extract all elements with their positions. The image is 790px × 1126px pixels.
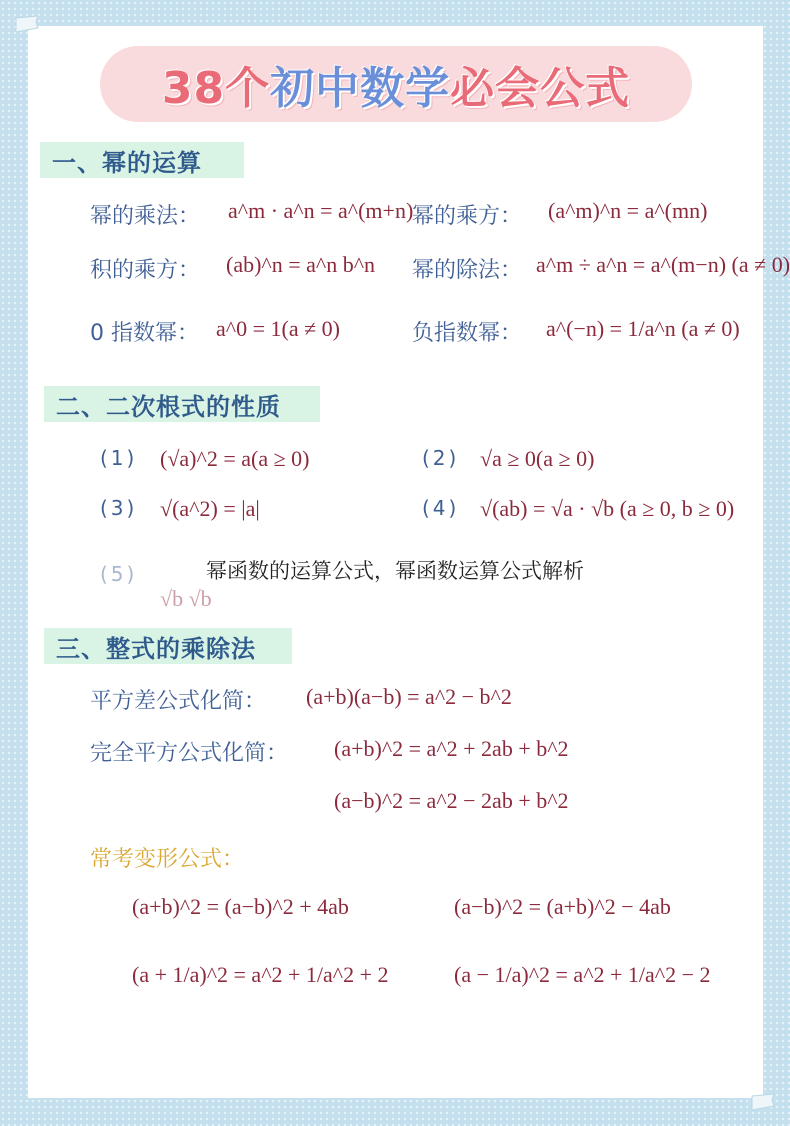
- label-product-power: 积的乘方：: [90, 258, 201, 283]
- formula-variant-2: (a−b)^2 = (a+b)^2 − 4ab: [454, 894, 671, 919]
- title-banner: [100, 46, 692, 122]
- label-difference-of-squares: 平方差公式化简：: [90, 689, 267, 714]
- label-perfect-square: 完全平方公式化简：: [90, 741, 289, 766]
- label-power-multiply: 幂的乘法：: [90, 204, 201, 229]
- formula-difference-of-squares: (a+b)(a−b) = a^2 − b^2: [306, 684, 512, 709]
- formula-zero-exponent: a^0 = 1(a ≠ 0): [216, 316, 340, 341]
- section-heading-polynomial: 三、整式的乘除法: [44, 628, 292, 664]
- formula-radical-3: √(a^2) = |a|: [160, 496, 260, 521]
- formula-perfect-square-minus: (a−b)^2 = a^2 − 2ab + b^2: [334, 788, 569, 813]
- item-number-3: (3): [100, 496, 138, 520]
- item-number-1: (1): [100, 446, 138, 470]
- tape-icon: [750, 1092, 776, 1114]
- item-number-4: (4): [422, 496, 460, 520]
- formula-perfect-square-plus: (a+b)^2 = a^2 + 2ab + b^2: [334, 736, 569, 761]
- formula-power-of-power: (a^m)^n = a^(mn): [548, 198, 708, 223]
- formula-radical-4: √(ab) = √a · √b (a ≥ 0, b ≥ 0): [480, 496, 735, 521]
- tape-icon: [14, 14, 40, 36]
- item-number-2: (2): [422, 446, 460, 470]
- title-part-2: 初中数学: [270, 63, 451, 114]
- overlay-caption: 幂函数的运算公式，幂函数运算公式解析: [206, 559, 584, 583]
- sub-heading-variants: 常考变形公式：: [90, 847, 245, 872]
- label-power-of-power: 幂的乘方：: [412, 204, 523, 229]
- formula-product-power: (ab)^n = a^n b^n: [226, 252, 376, 277]
- formula-variant-1: (a+b)^2 = (a−b)^2 + 4ab: [132, 894, 349, 919]
- formula-variant-4: (a − 1/a)^2 = a^2 + 1/a^2 − 2: [454, 962, 711, 987]
- formula-power-divide: a^m ÷ a^n = a^(m−n) (a ≠ 0): [536, 252, 790, 277]
- formula-negative-exponent: a^(−n) = 1/a^n (a ≠ 0): [546, 316, 740, 341]
- section-heading-power: 一、幂的运算: [40, 142, 244, 178]
- label-power-divide: 幂的除法：: [412, 258, 523, 283]
- formula-variant-3: (a + 1/a)^2 = a^2 + 1/a^2 + 2: [132, 962, 389, 987]
- formula-radical-5: √b √b: [160, 586, 212, 611]
- section-heading-radical: 二、二次根式的性质: [44, 386, 320, 422]
- formula-radical-1: (√a)^2 = a(a ≥ 0): [160, 446, 310, 471]
- formula-radical-2: √a ≥ 0(a ≥ 0): [480, 446, 595, 471]
- title-part-1: 38个: [161, 63, 271, 114]
- item-number-5: (5): [100, 562, 138, 586]
- formula-power-multiply: a^m · a^n = a^(m+n): [228, 198, 414, 223]
- label-zero-exponent: 0 指数幂：: [90, 321, 199, 346]
- title-part-3: 必会公式: [450, 63, 631, 114]
- label-negative-exponent: 负指数幂：: [412, 321, 523, 346]
